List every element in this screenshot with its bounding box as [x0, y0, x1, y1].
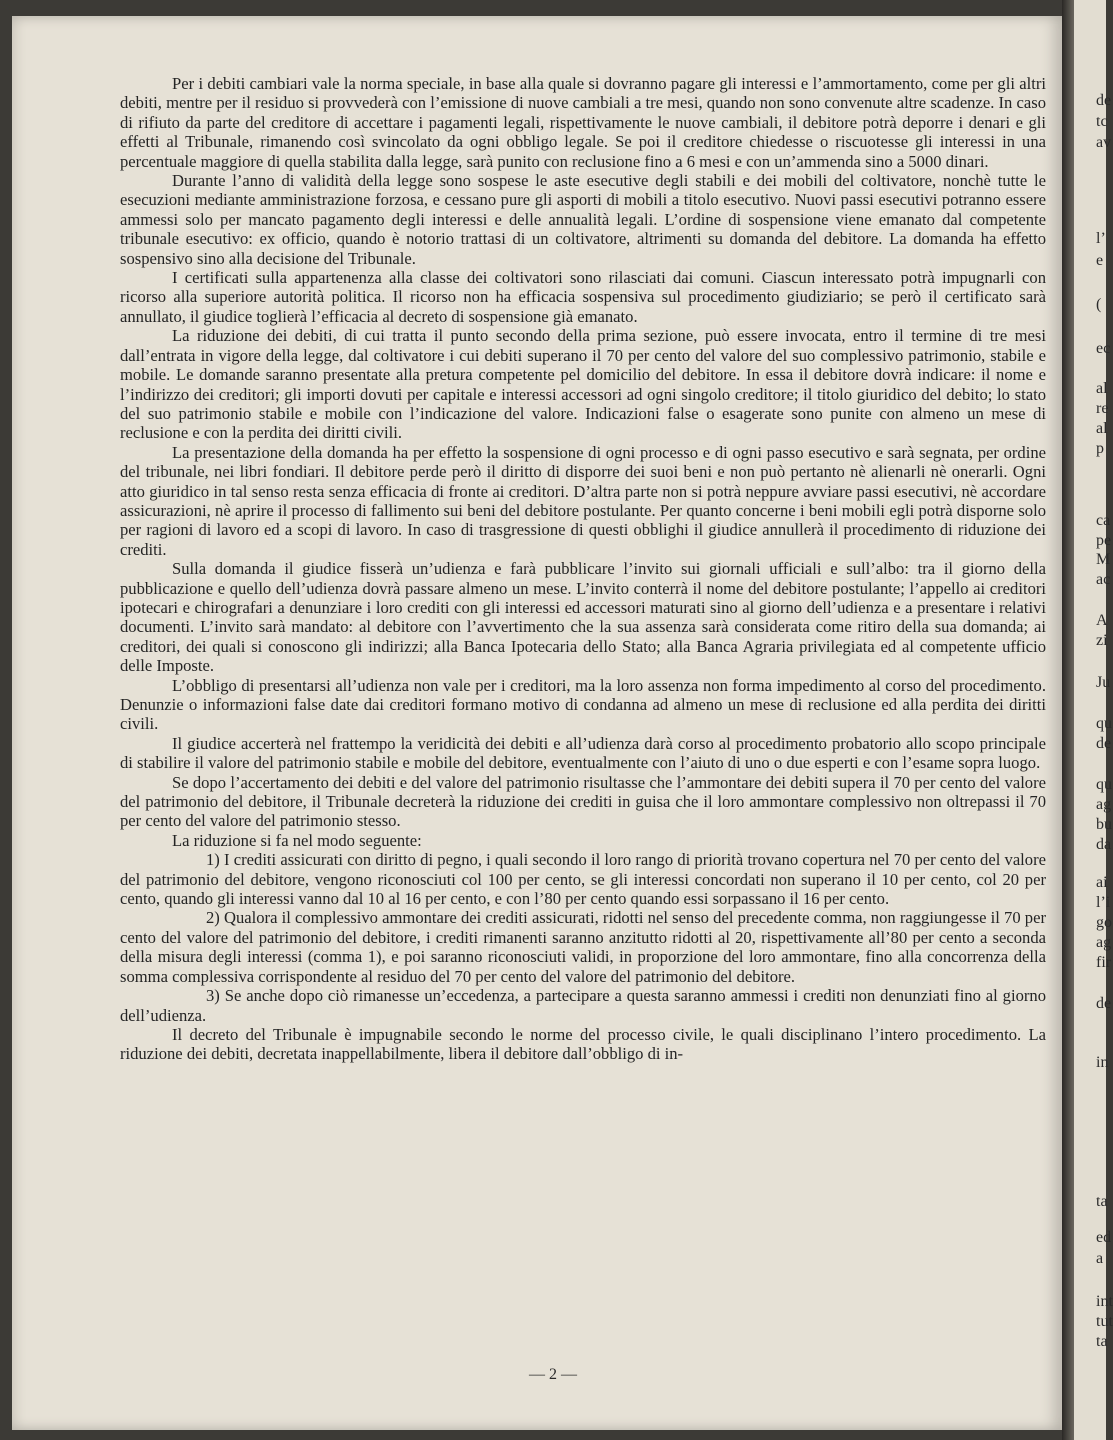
- adjacent-page-fragment: fir: [1096, 954, 1112, 971]
- closing-paragraph: Il decreto del Tribunale è impugnabile secondo le norme del processo civile, le quali disciplinano l’intero procedimento. La riduzione dei debiti, decretata inappellabilmente, libera il debitore dall’obbligo di in-: [120, 1024, 1046, 1064]
- adjacent-page-fragment: int: [1096, 1293, 1113, 1310]
- adjacent-page-fragment: M: [1096, 551, 1111, 568]
- list-item: 1) I crediti assicurati con diritto di pegno, i quali secondo il loro rango di priorità trovano copertura nel 70 per cento del valore del patrimonio del debitore, vengono riconosciuti col 100 per cento, se gli interessi concordati non superano il 10 per cento, col 20 per cento, quando gli interessi vanno dal 10 al 16 per cento, e con l’80 per cento quando essi sorpassano il 16 per cento.: [120, 850, 1046, 909]
- paragraph: L’obbligo di presentarsi all’udienza non vale per i creditori, ma la loro assenza non forma impedimento al corso del procedimento. Denunzie o informazioni false date dai creditori formano motivo di condanna ad almeno un mese di reclusione ed alla perdita dei diritti civili.: [120, 675, 1046, 734]
- paragraph: Sulla domanda il giudice fisserà un’udienza e farà pubblicare l’invito sui giornali ufficiali e sull’albo: tra il giorno della pubblicazione e quello dell’udienza dovrà passare almeno un mese. L’invito conterrà il nome del debitore postulante; l’appello ai creditori ipotecari e chirografari a denunziare i loro crediti con gli interessi ed accessori maturati sino al giorno dell’udienza e a presentare i relativi documenti. L’invito sarà mandato: al debitore con l’avvertimento che la sua assenza sarà considerata come ritiro della sua domanda; ai creditori, dei quali si conoscono gli indirizzi; alla Banca Ipotecaria dello Stato; alla Banca Agraria privilegiata ed al competente ufficio delle Imposte.: [120, 559, 1046, 676]
- adjacent-page-fragment: ca: [1096, 512, 1111, 529]
- adjacent-page-fragment: A: [1096, 612, 1108, 629]
- adjacent-page-fragment: l’i: [1096, 894, 1111, 911]
- adjacent-page-fragment: p: [1096, 440, 1104, 457]
- adjacent-page-fragment: go: [1096, 914, 1112, 931]
- adjacent-page-fragment: ag: [1096, 796, 1112, 813]
- adjacent-page-fragment: ta: [1096, 1333, 1108, 1350]
- adjacent-page-fragment: ai: [1096, 874, 1108, 891]
- adjacent-page-edge: [1074, 0, 1113, 1440]
- adjacent-page-fragment: ag: [1096, 934, 1112, 951]
- paragraph: Per i debiti cambiari vale la norma speciale, in base alla quale si dovranno pagare gli interessi e l’ammortamento, come per gli altri debiti, mentre per il residuo si provvederà con l’emissione di nuove cambiali a tre mesi, quando non sono convenute altre scadenze. In caso di rifiuto da parte del creditore di accettare i pagamenti legali, rispettivamente le nuove cambiali, il debitore potrà deporre i denari e gli effetti al Tribunale, rimanendo così svincolato da ogni obbligo legale. Se poi il creditore chiedesse o riscuotesse gli interessi in una percentuale maggiore di quella stabilita dalla legge, sarà punito con reclusione fino a 6 mesi e con un’ammenda sino a 5000 dinari.: [120, 74, 1046, 171]
- adjacent-page-fragment: (: [1096, 296, 1102, 313]
- list-item: 3) Se anche dopo ciò rimanesse un’eccedenza, a partecipare a questa saranno ammessi i crediti non denunziati fino al giorno dell’udienza.: [120, 986, 1046, 1025]
- paragraph: La riduzione dei debiti, di cui tratta il punto secondo della prima sezione, può essere invocata, entro il termine di tre mesi dall’entrata in vigore della legge, dal coltivatore i cui debiti superano il 70 per cento del valore del suo complessivo patrimonio, stabile e mobile. Le domande saranno presentate alla pretura competente pel domicilio del debitore. In essa il debitore dovrà indicare: il nome e l’indirizzo dei creditori; gli importi dovuti per capitale e interessi accessori ad ogni singolo creditore; il titolo giuridico del debito; lo stato del suo patrimonio stabile e mobile con l’indicazione del valore. Indicazioni false o esagerate sono punite con almeno un mese di reclusione e con la perdita dei diritti civili.: [120, 326, 1046, 443]
- adjacent-page-fragment: ac: [1096, 571, 1111, 588]
- adjacent-page-fragment: qu: [1096, 715, 1112, 732]
- adjacent-page-fragment: ed: [1096, 1229, 1112, 1246]
- page-number: — 2 —: [529, 1366, 577, 1383]
- paragraph: La riduzione si fa nel modo seguente:: [172, 830, 422, 850]
- adjacent-page-fragment: pe: [1096, 532, 1112, 549]
- adjacent-page-fragment: in: [1096, 1054, 1109, 1071]
- adjacent-page-fragment: re: [1096, 400, 1109, 417]
- adjacent-page-fragment: e: [1096, 252, 1104, 269]
- adjacent-page-fragment: Ju: [1096, 674, 1111, 691]
- adjacent-page-fragment: de: [1096, 92, 1112, 109]
- paragraph: La presentazione della domanda ha per effetto la sospensione di ogni processo e di ogni passo esecutivo e sarà segnata, per ordine del tribunale, nei libri fondiari. Il debitore perde però il diritto di disporre dei suoi beni e non può pertanto nè alienarli nè onerarli. Ogni atto giuridico in tal senso resta senza efficacia di fronte ai creditori. D’altra parte non si potrà neppure avviare passi esecutivi, nè accordare assicurazioni, nè aprire il processo di fallimento sui beni del debitore postulante. Per quanto concerne i beni mobili egli potrà disporne solo per ragioni di lavoro ed a scopi di lavoro. In caso di trasgressione di questi obblighi il giudice annullerà il procedimento di riduzione dei crediti.: [120, 442, 1046, 559]
- list-item: 2) Qualora il complessivo ammontare dei crediti assicurati, ridotti nel senso del precedente comma, non raggiungesse il 70 per cento del valore del patrimonio del debitore, i crediti rimanenti saranno anzitutto ridotti al 20, rispettivamente all’80 per cento a seconda della misura degli interessi (comma 1), e poi saranno riconosciuti validi, in proporzione del loro ammontare, fino alla concorrenza della somma complessiva corrispondente al residuo del 70 per cento del valore del patrimonio del debitore.: [120, 908, 1046, 986]
- adjacent-page-fragment: a: [1096, 1250, 1104, 1267]
- adjacent-page-fragment: tut: [1096, 1313, 1113, 1330]
- book-gutter: [1062, 0, 1074, 1440]
- adjacent-page-fragment: al: [1096, 380, 1108, 397]
- adjacent-page-fragment: de: [1096, 735, 1112, 752]
- document-body: [120, 74, 1046, 1064]
- paragraph: Il giudice accerterà nel frattempo la veridicità dei debiti e all’udienza darà corso al procedimento probatorio allo scopo principale di stabilire il valore del patrimonio stabile e mobile del debitore, eventualmente con l’aiuto di uno o due esperti e con l’esame sopra luogo.: [120, 733, 1046, 773]
- adjacent-page-fragment: l’: [1096, 230, 1106, 247]
- adjacent-page-fragment: ta: [1096, 1193, 1108, 1210]
- adjacent-page-fragment: av: [1096, 134, 1112, 151]
- adjacent-page-fragment: tc: [1096, 113, 1108, 130]
- adjacent-page-fragment: zi: [1096, 632, 1108, 649]
- paragraph: I certificati sulla appartenenza alla classe dei coltivatori sono rilasciati dai comuni. Ciascun interessato potrà impugnarli con ricorso alla superiore autorità politica. Il ricorso non ha efficacia sospensiva sul procedimento giudiziario; se però il certificato sarà annullato, il giudice toglierà l’efficacia al decreto di sospensione già emanato.: [120, 268, 1046, 326]
- paragraph: Se dopo l’accertamento dei debiti e del valore del patrimonio risultasse che l’ammontare dei debiti supera il 70 per cento del valore del patrimonio del debitore, il Tribunale decreterà la riduzione dei crediti in guisa che il loro ammontare complessivo non oltrepassi il 70 per cento del valore del patrimonio stesso.: [120, 772, 1046, 831]
- adjacent-page-fragment: al: [1096, 420, 1108, 437]
- paragraph: Durante l’anno di validità della legge sono sospese le aste esecutive degli stabili e dei mobili del coltivatore, nonchè tutte le esecuzioni mediante amministrazione forzosa, e cessano pure gli asporti di mobili a titolo esecutivo. Nuovi passi esecutivi potranno essere ammessi solo per mancato pagamento degli interessi e delle annualità legali. L’ordine di sospensione viene emanato dal competente tribunale esecutivo: ex officio, quando è notorio trattasi di un coltivatore, altrimenti su domanda del debitore. La domanda ha effetto sospensivo sino alla decisione del Tribunale.: [120, 171, 1046, 268]
- adjacent-page-fragment: de: [1096, 995, 1112, 1012]
- adjacent-page-fragment: ec: [1096, 340, 1111, 357]
- adjacent-page-fragment: bu: [1096, 816, 1112, 833]
- adjacent-page-fragment: da: [1096, 836, 1112, 853]
- adjacent-page-fragment: qu: [1096, 776, 1112, 793]
